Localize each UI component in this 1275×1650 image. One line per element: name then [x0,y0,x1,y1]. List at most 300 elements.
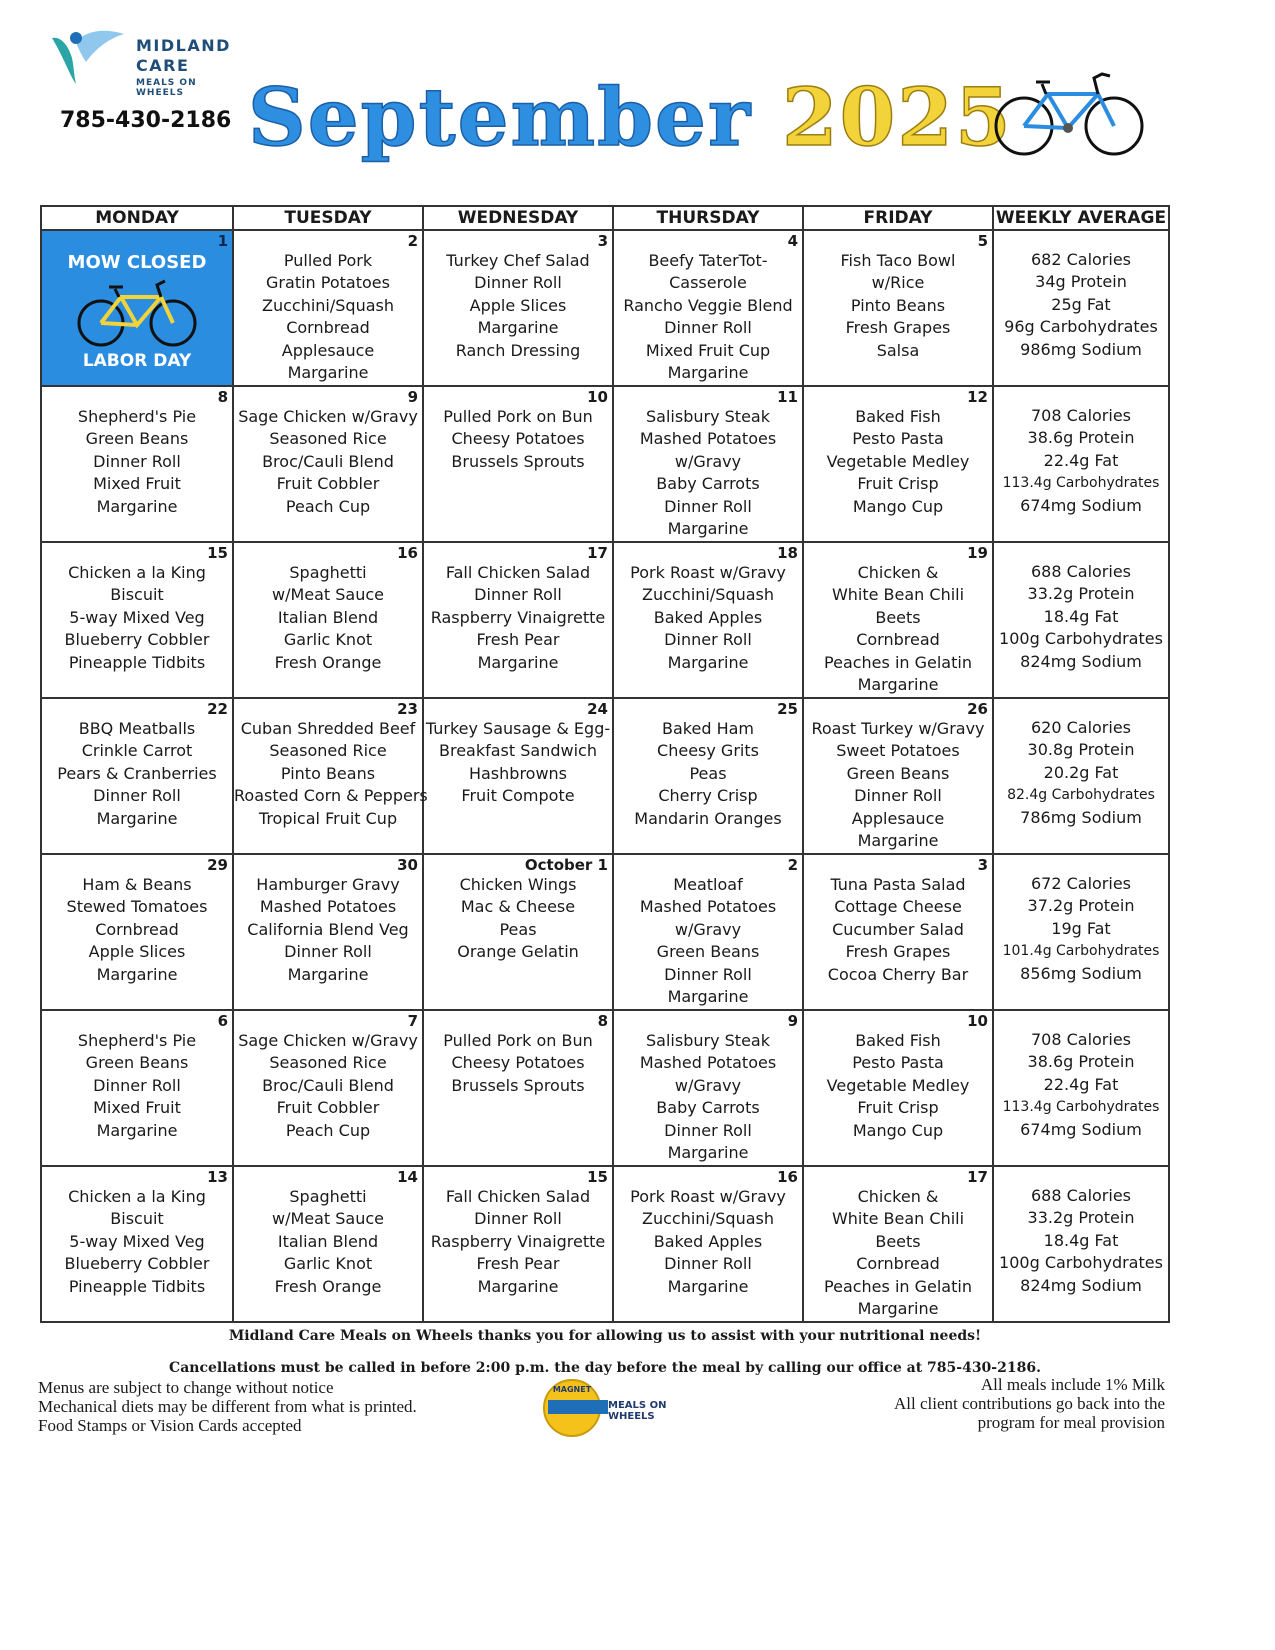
menu-item: Fruit Crisp [857,474,939,494]
nutrition-summary [994,1167,1168,1297]
menu-item: Dinner Roll [664,496,752,516]
menu-item: Cornbread [286,318,370,338]
menu-item: Beefy TaterTot- [648,251,768,270]
menu-item: 5-way Mixed Veg [69,607,205,627]
nutrition-value: 786mg Sodium [1020,807,1142,827]
title-year: 2025 [781,70,1013,164]
menu-item: Peas [499,919,537,939]
menu-item: Pears & Cranberries [57,763,217,783]
day-number: 2 [407,232,418,250]
menu-item: Garlic Knot [283,1254,373,1274]
nutrition-summary [994,699,1168,829]
day-cell [423,1010,613,1166]
footer-left-line: Food Stamps or Vision Cards accepted [38,1416,302,1435]
menu-item: Margarine [857,675,939,695]
day-number: 3 [597,232,608,250]
menu-items [804,718,992,852]
menu-item: Peach Cup [285,496,371,516]
menu-item: Cheesy Grits [657,741,759,761]
menu-item: Pork Roast w/Gravy [630,1187,786,1206]
footer-right-notes [894,1375,1165,1432]
menu-items [42,1030,232,1142]
day-cell [423,542,613,698]
title-month: September [248,70,753,164]
menu-item: Baked Fish [855,1031,941,1050]
menu-item: Fruit Cobbler [276,1098,380,1118]
menu-item: Vegetable Medley [826,1075,970,1095]
weekly-average-cell [993,542,1169,698]
menu-items [804,562,992,696]
nutrition-value: 82.4g Carbohydrates [1007,787,1155,804]
menu-item: Chicken & [857,1187,939,1206]
menu-item: Baked Ham [662,719,754,738]
menu-item: Broc/Cauli Blend [262,451,394,471]
day-number: 26 [967,700,988,718]
menu-item: Dinner Roll [664,630,752,650]
menu-item: Turkey Sausage & Egg- [425,719,611,738]
menu-item: Raspberry Vinaigrette [430,607,606,627]
menu-item: w/Gravy [674,451,742,471]
menu-item: w/Gravy [674,919,742,939]
menu-item: Cheesy Potatoes [451,429,585,449]
nutrition-value: 708 Calories [1030,406,1132,425]
menu-item: Green Beans [85,1053,189,1073]
menu-item: Pork Roast w/Gravy [630,563,786,582]
menu-items [42,1186,232,1298]
day-cell [803,1166,993,1322]
menu-item: Seasoned Rice [269,1053,387,1073]
nutrition-value: 22.4g Fat [1043,1074,1119,1094]
day-cell [803,854,993,1010]
day-cell [41,386,233,542]
menu-items [614,406,802,540]
nutrition-value: 20.2g Fat [1043,762,1119,782]
menu-item: Dinner Roll [93,1075,181,1095]
menu-item: Chicken a la King [68,1187,206,1206]
menu-item: Zucchini/Squash [262,295,394,315]
menu-item: Rancho Veggie Blend [623,295,793,315]
menu-item: Chicken Wings [459,875,577,894]
menu-items [614,1186,802,1298]
menu-item: Fresh Pear [476,1254,560,1274]
weekly-average-cell [993,386,1169,542]
nutrition-value: 682 Calories [1030,250,1132,269]
day-number: 9 [787,1012,798,1030]
day-cell [803,230,993,386]
menu-item: Dinner Roll [664,964,752,984]
day-number: 3 [977,856,988,874]
menu-item: Mashed Potatoes [639,429,777,449]
menu-item: Garlic Knot [283,630,373,650]
menu-items [42,718,232,830]
weekly-average-cell [993,698,1169,854]
menu-item: Tuna Pasta Salad [830,875,966,894]
menu-item: Crinkle Carrot [81,741,193,761]
menu-item: Mandarin Oranges [634,808,782,828]
menu-items [234,406,422,518]
menu-item: Pinto Beans [850,295,946,315]
day-number: 15 [207,544,228,562]
menu-item: Margarine [857,831,939,851]
day-number: 4 [787,232,798,250]
day-cell [613,386,803,542]
menu-item: Spaghetti [289,1187,367,1206]
nutrition-summary [994,231,1168,361]
menu-item: Broc/Cauli Blend [262,1075,394,1095]
menu-items [614,718,802,830]
menu-items [424,718,612,808]
day-number: 29 [207,856,228,874]
nutrition-value: 38.6g Protein [1027,428,1135,448]
day-number: October 1 [524,856,608,874]
header-tuesday: TUESDAY [233,206,423,230]
day-number: 14 [397,1168,418,1186]
menu-item: Cheesy Potatoes [451,1053,585,1073]
week-row [41,698,1169,854]
menu-items [804,406,992,518]
menu-item: Fruit Cobbler [276,474,380,494]
menu-item: w/Meat Sauce [271,585,385,605]
day-cell [233,854,423,1010]
menu-item: Spaghetti [289,563,367,582]
nutrition-summary [994,387,1168,517]
menu-item: Italian Blend [277,607,379,627]
closed-bike-wrap [42,277,232,349]
day-number: 8 [597,1012,608,1030]
menu-item: Italian Blend [277,1231,379,1251]
nutrition-value: 824mg Sodium [1020,1275,1142,1295]
menu-item: Breakfast Sandwich [439,741,597,761]
day-number: 11 [777,388,798,406]
day-cell [41,542,233,698]
menu-item: Applesauce [281,340,375,360]
menu-item: Dinner Roll [93,451,181,471]
menu-item: Salisbury Steak [646,1031,770,1050]
menu-item: Margarine [287,964,369,984]
nutrition-value: 113.4g Carbohydrates [1002,1099,1160,1116]
week-row [41,386,1169,542]
menu-items [614,562,802,674]
menu-item: Cocoa Cherry Bar [827,964,969,984]
day-number: 30 [397,856,418,874]
weekly-average-cell [993,230,1169,386]
nutrition-value: 688 Calories [1030,562,1132,581]
week-row [41,230,1169,386]
day-cell [41,1166,233,1322]
menu-item: Fresh Pear [476,630,560,650]
logo-subtitle: MEALS ON WHEELS [136,78,197,98]
header-friday: FRIDAY [803,206,993,230]
day-cell [613,1166,803,1322]
menu-items [234,718,428,830]
menu-items [234,874,422,986]
menu-items [234,562,422,674]
day-cell [803,698,993,854]
footer-right-line: All meals include 1% Milk [980,1375,1165,1394]
menu-items [234,1186,422,1298]
menu-items [424,1186,612,1298]
menu-item: Mixed Fruit [93,1098,181,1118]
day-cell [423,698,613,854]
day-number: 7 [407,1012,418,1030]
nutrition-value: 33.2g Protein [1027,584,1135,604]
menu-item: Mashed Potatoes [639,1053,777,1073]
menu-item: Beets [875,607,921,627]
menu-item: Orange Gelatin [457,942,579,962]
menu-item: Shepherd's Pie [77,407,197,426]
menu-item: Margarine [96,964,178,984]
menu-item: White Bean Chili [831,585,965,605]
menu-item: Pineapple Tidbits [68,652,206,672]
menu-item: Dinner Roll [664,1254,752,1274]
menu-item: Hashbrowns [468,763,568,783]
day-number: 12 [967,388,988,406]
menu-items [804,874,992,986]
thanks-note: Midland Care Meals on Wheels thanks you for allowing us to assist with your nutritional needs! [228,1328,982,1344]
menu-item: Biscuit [110,1209,164,1229]
menu-item: Pesto Pasta [852,1053,944,1073]
day-number: 2 [787,856,798,874]
nutrition-summary [994,543,1168,673]
nutrition-value: 37.2g Protein [1027,896,1135,916]
menu-item: Gratin Potatoes [266,273,390,293]
menu-item: Margarine [857,1299,939,1319]
menu-item: Margarine [667,987,749,1007]
menu-item: Salsa [876,340,920,360]
nutrition-value: 986mg Sodium [1020,339,1142,359]
menu-item: Cucumber Salad [832,919,964,939]
menu-item: Pineapple Tidbits [68,1276,206,1296]
menu-items [804,1030,992,1142]
menu-calendar [40,205,1170,1323]
nutrition-value: 33.2g Protein [1027,1208,1135,1228]
menu-item: Dinner Roll [664,1120,752,1140]
menu-item: w/Rice [871,273,925,293]
holiday-label: LABOR DAY [82,351,192,371]
menu-item: Salisbury Steak [646,407,770,426]
footer-right-line: All client contributions go back into the [893,1394,1165,1413]
menu-item: Cottage Cheese [834,897,962,917]
day-cell [233,386,423,542]
day-number: 16 [397,544,418,562]
logo-line-2: CARE [136,56,190,75]
menu-item: Margarine [477,1276,559,1296]
nutrition-value: 708 Calories [1030,1030,1132,1049]
weekly-average-cell [993,1166,1169,1322]
day-number: 23 [397,700,418,718]
nutrition-summary [994,1011,1168,1141]
menu-item: Blueberry Cobbler [64,630,210,650]
bicycle-icon [73,277,201,349]
footer-left-line: Mechanical diets may be different from what is printed. [38,1397,417,1416]
day-number: 10 [587,388,608,406]
nutrition-value: 100g Carbohydrates [999,629,1163,649]
header-monday: MONDAY [41,206,233,230]
menu-item: Fresh Orange [274,652,382,672]
nutrition-value: 688 Calories [1030,1186,1132,1205]
day-cell [613,230,803,386]
menu-item: Green Beans [656,942,760,962]
menu-item: Cherry Crisp [658,786,758,806]
menu-item: Cuban Shredded Beef [240,719,416,738]
menu-item: Apple Slices [88,942,186,962]
menu-item: Chicken a la King [68,563,206,582]
menu-item: Sweet Potatoes [836,741,960,761]
menu-item: Margarine [96,496,178,516]
menu-item: Peaches in Gelatin [824,652,972,672]
nutrition-value: 25g Fat [1051,294,1111,314]
menu-items [614,250,802,384]
menu-item: California Blend Veg [247,919,409,939]
menu-item: Margarine [96,1120,178,1140]
day-number: 1 [217,232,228,250]
closed-title: MOW CLOSED [67,252,207,273]
menu-item: Margarine [667,519,749,539]
nutrition-value: 18.4g Fat [1043,1230,1119,1250]
day-number: 18 [777,544,798,562]
day-cell [233,1166,423,1322]
day-cell [803,1010,993,1166]
day-cell [803,386,993,542]
menu-item: Tropical Fruit Cup [258,808,398,828]
nutrition-value: 22.4g Fat [1043,450,1119,470]
menu-item: Stewed Tomatoes [66,897,208,917]
menu-item: Peaches in Gelatin [824,1276,972,1296]
menu-item: Mac & Cheese [460,897,576,917]
menu-item: Hamburger Gravy [256,875,400,894]
menu-item: Cornbread [95,919,179,939]
day-cell [233,230,423,386]
nutrition-value: 672 Calories [1030,874,1132,893]
menu-item: Margarine [667,1143,749,1163]
menu-item: Shepherd's Pie [77,1031,197,1050]
nutrition-value: 824mg Sodium [1020,651,1142,671]
menu-item: Turkey Chef Salad [446,251,590,270]
menu-item: Margarine [96,808,178,828]
day-cell [233,1010,423,1166]
badge-ring-text: MAGNET [552,1385,592,1394]
menu-item: Roast Turkey w/Gravy [811,719,985,738]
menu-item: 5-way Mixed Veg [69,1231,205,1251]
header-thursday: THURSDAY [613,206,803,230]
day-cell [803,542,993,698]
day-number: 24 [587,700,608,718]
menu-item: Pesto Pasta [852,429,944,449]
nutrition-value: 674mg Sodium [1020,495,1142,515]
day-cell [613,854,803,1010]
day-cell [613,698,803,854]
menu-item: Fresh Orange [274,1276,382,1296]
menu-item: Zucchini/Squash [642,1209,774,1229]
menu-items [804,1186,992,1320]
menu-items [424,562,612,674]
menu-item: Fish Taco Bowl [840,251,956,270]
day-number: 13 [207,1168,228,1186]
menu-item: Dinner Roll [284,942,372,962]
menu-item: Dinner Roll [474,1209,562,1229]
menu-item: White Bean Chili [831,1209,965,1229]
menu-item: Green Beans [85,429,189,449]
menu-item: Pulled Pork on Bun [443,1031,593,1050]
nutrition-value: 18.4g Fat [1043,606,1119,626]
menu-items [614,874,802,1008]
day-number: 15 [587,1168,608,1186]
midland-care-logo [46,28,246,98]
day-cell [41,1010,233,1166]
menu-item: Applesauce [851,808,945,828]
menu-item: Apple Slices [469,295,567,315]
menu-item: Fresh Grapes [845,942,951,962]
menu-item: Fruit Crisp [857,1098,939,1118]
menu-items [42,406,232,518]
menu-item: Blueberry Cobbler [64,1254,210,1274]
day-number: 19 [967,544,988,562]
menu-items [614,1030,802,1164]
day-cell [613,1010,803,1166]
week-row [41,542,1169,698]
day-number: 17 [587,544,608,562]
menu-item: Cornbread [856,630,940,650]
menu-item: Ranch Dressing [455,340,581,360]
menu-item: Peas [689,763,727,783]
nutrition-value: 856mg Sodium [1020,963,1142,983]
day-cell [613,542,803,698]
menu-item: w/Gravy [674,1075,742,1095]
day-number: 22 [207,700,228,718]
nutrition-value: 113.4g Carbohydrates [1002,475,1160,492]
menu-item: BBQ Meatballs [78,719,196,738]
day-number: 17 [967,1168,988,1186]
week-row [41,1010,1169,1166]
menu-item: Mashed Potatoes [259,897,397,917]
menu-item: Green Beans [846,763,950,783]
day-cell [233,698,428,854]
footer-left-line: Menus are subject to change without notice [38,1378,334,1397]
menu-item: Vegetable Medley [826,451,970,471]
menu-items [804,250,992,362]
nutrition-summary [994,855,1168,985]
page-title [248,70,1013,164]
day-number: 6 [217,1012,228,1030]
day-number: 5 [977,232,988,250]
menu-item: Biscuit [110,585,164,605]
nutrition-value: 620 Calories [1030,718,1132,737]
menu-item: Mixed Fruit [93,474,181,494]
logo-figure-icon [46,28,126,88]
footer-left-notes [38,1378,417,1435]
menu-item: Baby Carrots [656,1098,760,1118]
menu-items [424,874,612,964]
day-cell [41,854,233,1010]
menu-item: Beets [875,1231,921,1251]
menu-item: Chicken & [857,563,939,582]
logo-line-1: MIDLAND [136,36,231,55]
menu-item: Fruit Compote [461,786,575,806]
menu-item: Margarine [477,318,559,338]
menu-item: Baked Apples [653,1231,763,1251]
weekly-average-cell [993,854,1169,1010]
menu-items [42,562,232,674]
menu-item: Sage Chicken w/Gravy [238,1031,418,1050]
nutrition-value: 38.6g Protein [1027,1052,1135,1072]
bicycle-icon [990,66,1146,162]
header-weekly-average: WEEKLY AVERAGE [993,206,1169,230]
menu-item: Brussels Sprouts [451,1075,585,1095]
menu-item: Mango Cup [852,496,944,516]
menu-item: Pinto Beans [280,763,376,783]
menu-item: Margarine [667,1276,749,1296]
menu-item: Baked Apples [653,607,763,627]
